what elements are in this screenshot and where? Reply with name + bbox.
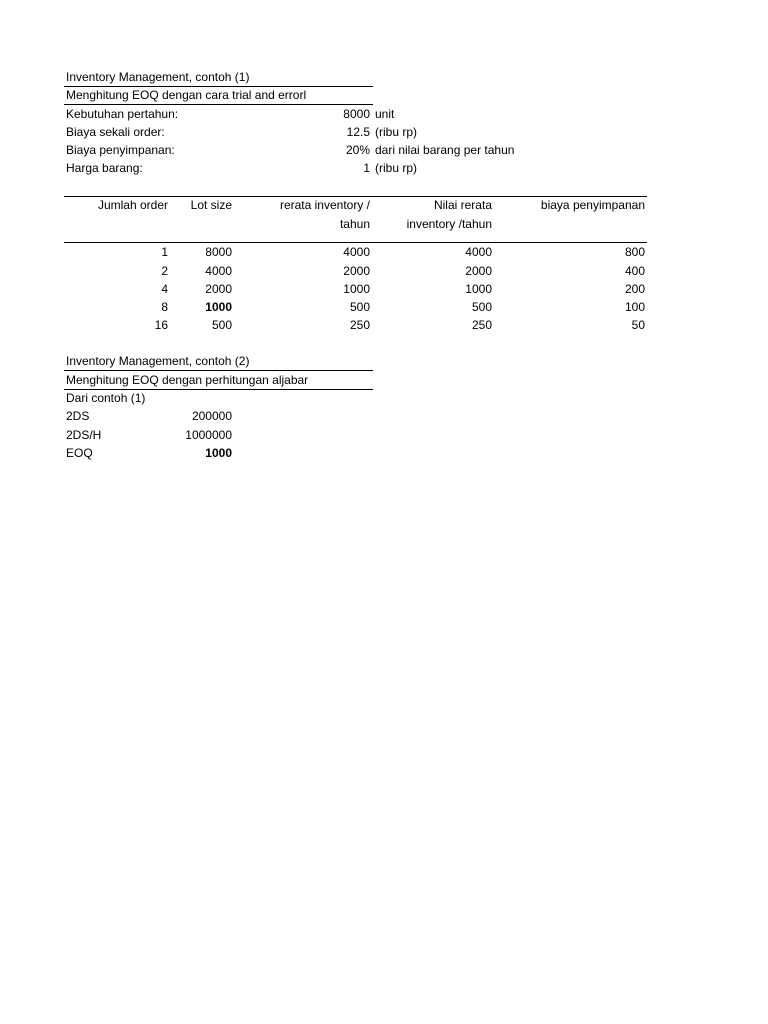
table-cell: 8 <box>161 300 168 314</box>
table-cell: 8000 <box>205 245 232 259</box>
param-value: 12.5 <box>346 125 370 139</box>
table-cell: 250 <box>471 318 492 332</box>
table-cell: 400 <box>624 264 645 278</box>
table-cell-highlight: 1000 <box>205 300 232 314</box>
param-label: Harga barang: <box>66 161 143 175</box>
table-top-border <box>64 196 647 197</box>
eoq-result-value: 1000 <box>205 446 232 460</box>
section1-subtitle: Menghitung EOQ dengan cara trial and errorl <box>66 88 307 102</box>
column-header: Nilai rerata <box>433 198 492 212</box>
table-cell: 1000 <box>343 282 370 296</box>
algebra-value: 200000 <box>191 409 232 423</box>
table-header-border <box>64 242 647 243</box>
column-header: Lot size <box>190 198 232 212</box>
section1-title: Inventory Management, contoh (1) <box>66 70 250 84</box>
table-cell: 2000 <box>205 282 232 296</box>
param-unit: (ribu rp) <box>375 125 418 139</box>
table-cell: 1000 <box>465 282 492 296</box>
table-cell: 4000 <box>465 245 492 259</box>
table-cell: 2000 <box>343 264 370 278</box>
column-header-line2: tahun <box>339 217 370 231</box>
column-header-line2: inventory /tahun <box>406 217 492 231</box>
column-header: Jumlah order <box>97 198 168 212</box>
table-cell: 4 <box>161 282 168 296</box>
param-label: Biaya penyimpanan: <box>66 143 175 157</box>
param-label: Biaya sekali order: <box>66 125 165 139</box>
table-cell: 4000 <box>343 245 370 259</box>
table-cell: 16 <box>154 318 168 332</box>
section2-title: Inventory Management, contoh (2) <box>66 354 250 368</box>
section2-subtitle: Menghitung EOQ dengan perhitungan aljabar <box>66 373 309 387</box>
subtitle-divider <box>64 389 373 390</box>
subtitle-divider <box>64 104 373 105</box>
param-unit: unit <box>375 107 395 121</box>
param-value: 1 <box>363 161 370 175</box>
param-label: Kebutuhan pertahun: <box>66 107 179 121</box>
table-cell: 250 <box>349 318 370 332</box>
table-cell: 100 <box>624 300 645 314</box>
column-header: rerata inventory / <box>279 198 370 212</box>
table-cell: 50 <box>631 318 645 332</box>
column-header: biaya penyimpanan <box>540 198 645 212</box>
algebra-value: 1000000 <box>185 428 232 442</box>
table-cell: 500 <box>211 318 232 332</box>
table-cell: 4000 <box>205 264 232 278</box>
section2-note: Dari contoh (1) <box>66 391 146 405</box>
algebra-label: 2DS <box>66 409 90 423</box>
table-cell: 800 <box>624 245 645 259</box>
param-value: 8000 <box>343 107 370 121</box>
algebra-label: EOQ <box>66 446 93 460</box>
param-value: 20% <box>345 143 370 157</box>
table-cell: 2000 <box>465 264 492 278</box>
table-cell: 500 <box>471 300 492 314</box>
param-unit: dari nilai barang per tahun <box>375 143 515 157</box>
table-cell: 500 <box>349 300 370 314</box>
param-unit: (ribu rp) <box>375 161 418 175</box>
algebra-label: 2DS/H <box>66 428 102 442</box>
table-cell: 2 <box>161 264 168 278</box>
table-cell: 1 <box>161 245 168 259</box>
table-cell: 200 <box>624 282 645 296</box>
title-divider <box>64 370 373 371</box>
title-divider <box>64 86 373 87</box>
